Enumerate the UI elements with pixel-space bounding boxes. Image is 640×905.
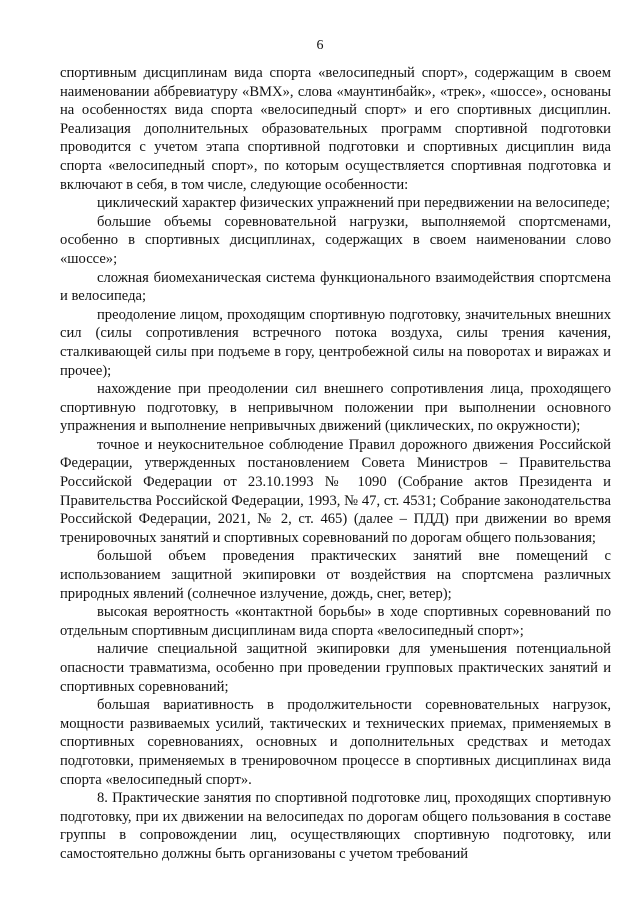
paragraph-cyclic-character: циклический характер физических упражнений при передвижении на велосипеде; (97, 195, 611, 212)
paragraph-competitive-load: большие объемы соревновательной нагрузки, выполняемой спортсменами, особенно в спортивных дисциплинах, содержащих в своем наименовании слово «шоссе»; (60, 213, 611, 267)
paragraph-biomechanical-system: сложная биомеханическая система функционального взаимодействия спортсмена и велосипеда; (60, 269, 611, 305)
paragraph-protective-equipment: наличие специальной защитной экипировки для уменьшения потенциальной опасности травматизма, особенно при проведении групповых практических занятий и спортивных соревнований; (60, 641, 611, 695)
paragraph-external-forces: преодоление лицом, проходящим спортивную подготовку, значительных внешних сил (силы сопротивления встречного потока воздуха, силы трения качения, сталкивающей силы при подъеме в гору, центробежной силы на поворотах и виражах и прочее); (60, 306, 611, 379)
paragraph-traffic-rules: точное и неукоснительное соблюдение Правил дорожного движения Российской Федерации, утвержденных постановлением Совета Министров – Правительства Российской Федерации от 23.10.1993 № 1090 (Собрание актов Президента и Правительства Российской Федерации, 1993, № 47, ст. 4531; Собрание законодательства Российской Федерации, 2021, № 2, ст. 465) (далее – ПДД) при движении во время тренировочных занятий и спортивных соревнований по дорогам общего пользования; (60, 436, 611, 546)
page-number: 6 (316, 38, 324, 53)
paragraph-outdoor-sessions: большой объем проведения практических занятий вне помещений с использованием защитной экипировки от воздействия на спортсмена различных природных явлений (солнечное излучение, дождь, снег, ветер); (60, 548, 611, 602)
paragraph-section-8: 8. Практические занятия по спортивной подготовке лиц, проходящих спортивную подготовку, при их движении на велосипедах по дорогам общего пользования в составе группы в сопровождении лиц, осуществляющих спортивную подготовку, или самостоятельно должны быть организованы с учетом требований (60, 790, 611, 862)
paragraph-contact-struggle: высокая вероятность «контактной борьбы» в ходе спортивных соревнований по отдельным спортивным дисциплинам вида спорта «велосипедный спорт»; (60, 604, 611, 639)
paragraph-load-variability: большая вариативность в продолжительности соревновательных нагрузок, мощности развиваемых усилий, тактических и технических приемах, применяемых в спортивных соревнованиях, основных и дополнительных средствах и методах подготовки, применяемых в тренировочном процессе в спортивных дисциплинах вида спорта «велосипедный спорт». (60, 697, 611, 788)
paragraph-intro-continuation: спортивным дисциплинам вида спорта «велосипедный спорт», содержащим в своем наименовании аббревиатуру «BMX», слова «маунтинбайк», «трек», «шоссе», основаны на особенностях вида спорта «велосипедный спорт» и его спортивных дисциплин. Реализация дополнительных образовательных программ спортивной подготовки проводится с учетом этапа спортивной подготовки и спортивных дисциплин вида спорта «велосипедный спорт», по которым осуществляется спортивная подготовка и включают в себя, в том числе, следующие особенности: (60, 65, 611, 193)
paragraph-unusual-position: нахождение при преодолении сил внешнего сопротивления лица, проходящего спортивную подготовку, в непривычном положении при выполнении основного упражнения и выполнение непривычных движений (циклических, по окружности); (60, 381, 611, 435)
document-body (60, 64, 611, 864)
